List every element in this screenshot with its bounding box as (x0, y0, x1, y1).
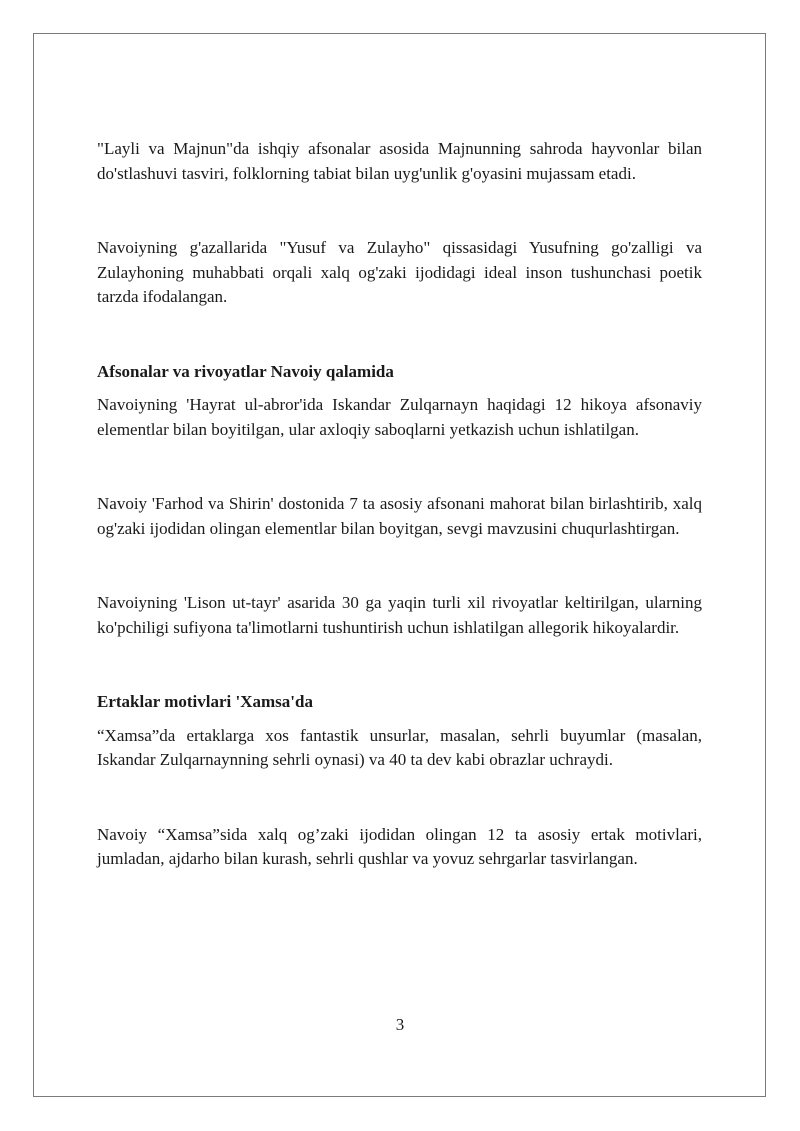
section-heading-ertaklar: Ertaklar motivlari 'Xamsa'da (97, 692, 313, 711)
paragraph-xamsa-motivlar: Navoiy “Xamsa”sida xalq og’zaki ijodidan olingan 12 ta asosiy ertak motivlari, jumladan, ajdarho bilan kurash, sehrli qushlar va yovuz sehrgarlar tasvirlangan. (97, 824, 702, 868)
paragraph-xamsa-fantastik: “Xamsa”da ertaklarga xos fantastik unsurlar, masalan, sehrli buyumlar (masalan, Iskandar Zulqarnaynning sehrli oynasi) va 40 ta dev kabi obrazlar uchraydi. (97, 725, 702, 769)
page-number: 3 (395, 1015, 405, 1034)
document-body (97, 137, 702, 872)
paragraph-layli-majnun: "Layli va Majnun"da ishqiy afsonalar asosida Majnunning sahroda hayvonlar bilan do'stlashuvi tasviri, folklorning tabiat bilan uyg'unlik g'oyasini mujassam etadi. (97, 139, 702, 183)
paragraph-hayrat-ul-abror: Navoiyning 'Hayrat ul-abror'ida Iskandar Zulqarnayn haqidagi 12 hikoya afsonaviy elementlar bilan boyitilgan, ular axloqiy saboqlarni yetkazish uchun ishlatilgan. (97, 395, 702, 439)
paragraph-yusuf-zulayho: Navoiyning g'azallarida "Yusuf va Zulayho" qissasidagi Yusufning go'zalligi va Zulayhoning muhabbati orqali xalq og'zaki ijodidagi ideal inson tushunchasi poetik tarzda ifodalangan. (97, 238, 702, 306)
paragraph-farhod-shirin: Navoiy 'Farhod va Shirin' dostonida 7 ta asosiy afsonani mahorat bilan birlashtirib, xalq og'zaki ijodidan olingan elementlar bilan boyitgan, sevgi mavzusini chuqurlashtirgan. (97, 494, 702, 538)
paragraph-lison-ut-tayr: Navoiyning 'Lison ut-tayr' asarida 30 ga yaqin turli xil rivoyatlar keltirilgan, ularning ko'pchiligi sufiyona ta'limotlarni tushuntirish uchun ishlatilgan allegorik hikoyalardir. (97, 593, 702, 637)
section-heading-afsonalar: Afsonalar va rivoyatlar Navoiy qalamida (97, 361, 394, 381)
